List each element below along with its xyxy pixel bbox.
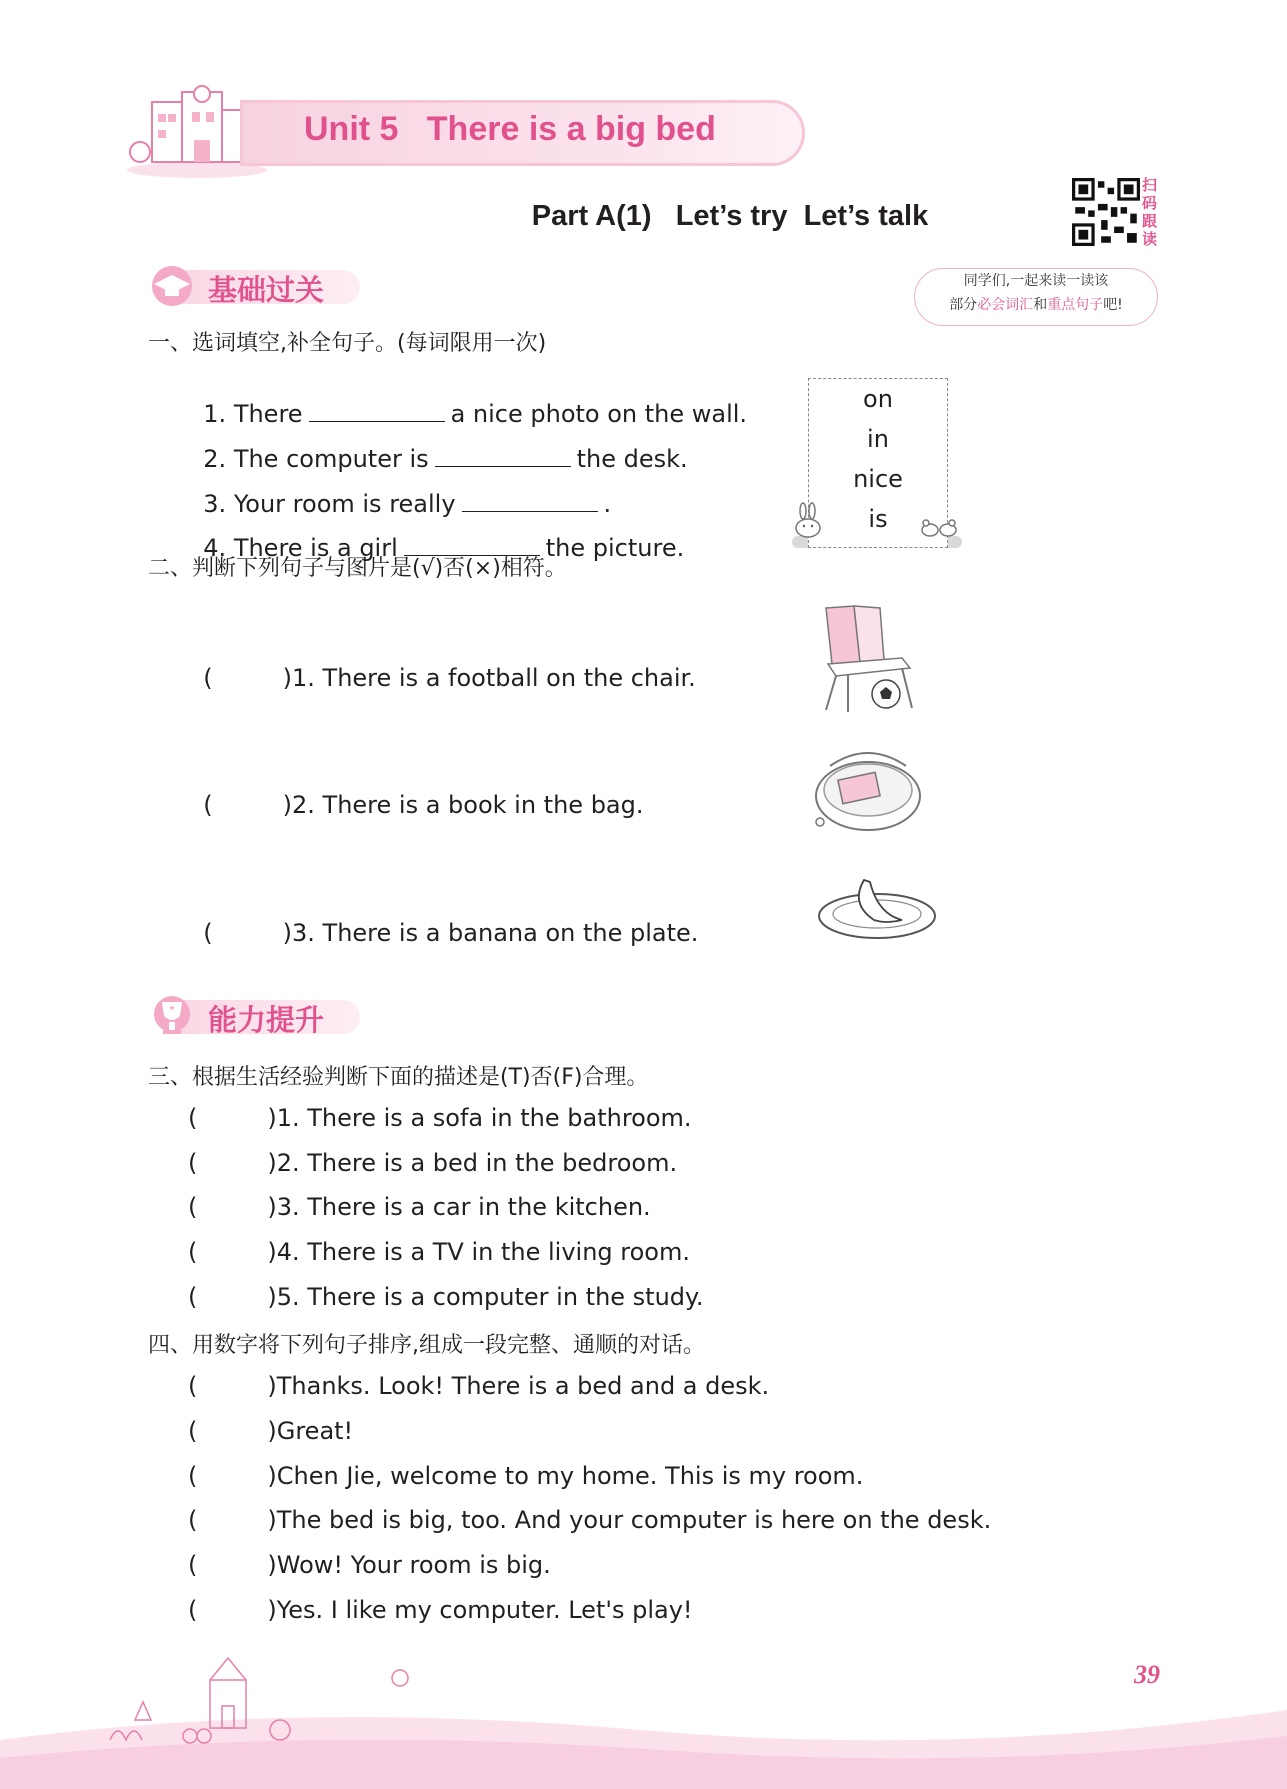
qr-label: 扫 码 跟 读 [1142, 176, 1158, 248]
word-option: on [863, 385, 893, 413]
banana-plate-image [816, 874, 938, 944]
q4-item-2: ( )Great! [188, 1417, 354, 1445]
q4-heading: 四、用数字将下列句子排序,组成一段完整、通顺的对话。 [148, 1333, 705, 1358]
section-ability-header [148, 994, 368, 1038]
q4-item-4: ( )The bed is big, too. And your computer is here on the desk. [188, 1506, 992, 1534]
unit-title: Unit 5 There is a big bed [304, 110, 716, 148]
section-basic-header [148, 264, 368, 308]
q1-item-2: 2. The computer is the desk. [203, 445, 688, 473]
q3-item-2: ( )2. There is a bed in the bedroom. [188, 1149, 678, 1177]
chair-football-image [818, 604, 918, 714]
q1-item-1: 1. There a nice photo on the wall. [203, 400, 748, 428]
word-option: in [867, 425, 889, 453]
q4-item-6: ( )Yes. I like my computer. Let's play! [188, 1596, 693, 1624]
section-basic-title: 基础过关 [208, 273, 325, 307]
q2-item-2: ( )2. There is a book in the bag. [203, 791, 644, 819]
word-option: nice [853, 465, 903, 493]
bunny-icon [792, 502, 824, 538]
q2-heading: 二、判断下列句子与图片是(√)否(×)相符。 [148, 556, 567, 581]
q3-item-3: ( )3. There is a car in the kitchen. [188, 1193, 651, 1221]
qr-code-icon[interactable] [1072, 178, 1140, 246]
page-number: 39 [1134, 1660, 1160, 1689]
q3-heading: 三、根据生活经验判断下面的描述是(T)否(F)合理。 [148, 1065, 649, 1090]
q3-item-1: ( )1. There is a sofa in the bathroom. [188, 1104, 692, 1132]
q4-item-3: ( )Chen Jie, welcome to my home. This is my room. [188, 1462, 864, 1490]
q1-item-3: 3. Your room is really . [203, 490, 612, 518]
q1-item-4: 4. There is a girl the picture. [203, 534, 685, 562]
q3-item-5: ( )5. There is a computer in the study. [188, 1283, 704, 1311]
reading-tip-bubble: 同学们,一起来读一读该 部分必会词汇和重点句子吧! [914, 268, 1158, 326]
part-title: Part A(1) Let’s try Let’s talk [531, 200, 929, 232]
q2-item-1: ( )1. There is a football on the chair. [203, 664, 696, 692]
q2-item-3: ( )3. There is a banana on the plate. [203, 919, 699, 947]
section-ability-title: 能力提升 [208, 1003, 325, 1037]
footer-wave-decoration [0, 1640, 1287, 1789]
q4-item-1: ( )Thanks. Look! There is a bed and a desk. [188, 1372, 770, 1400]
q3-item-4: ( )4. There is a TV in the living room. [188, 1238, 690, 1266]
mice-icon [920, 516, 960, 538]
bag-book-image [810, 740, 930, 840]
q4-item-5: ( )Wow! Your room is big. [188, 1551, 551, 1579]
graduation-cap-icon [148, 264, 198, 308]
q1-heading: 一、选词填空,补全句子。(每词限用一次) [148, 331, 547, 356]
word-option: is [868, 505, 888, 533]
trophy-icon [148, 994, 198, 1038]
